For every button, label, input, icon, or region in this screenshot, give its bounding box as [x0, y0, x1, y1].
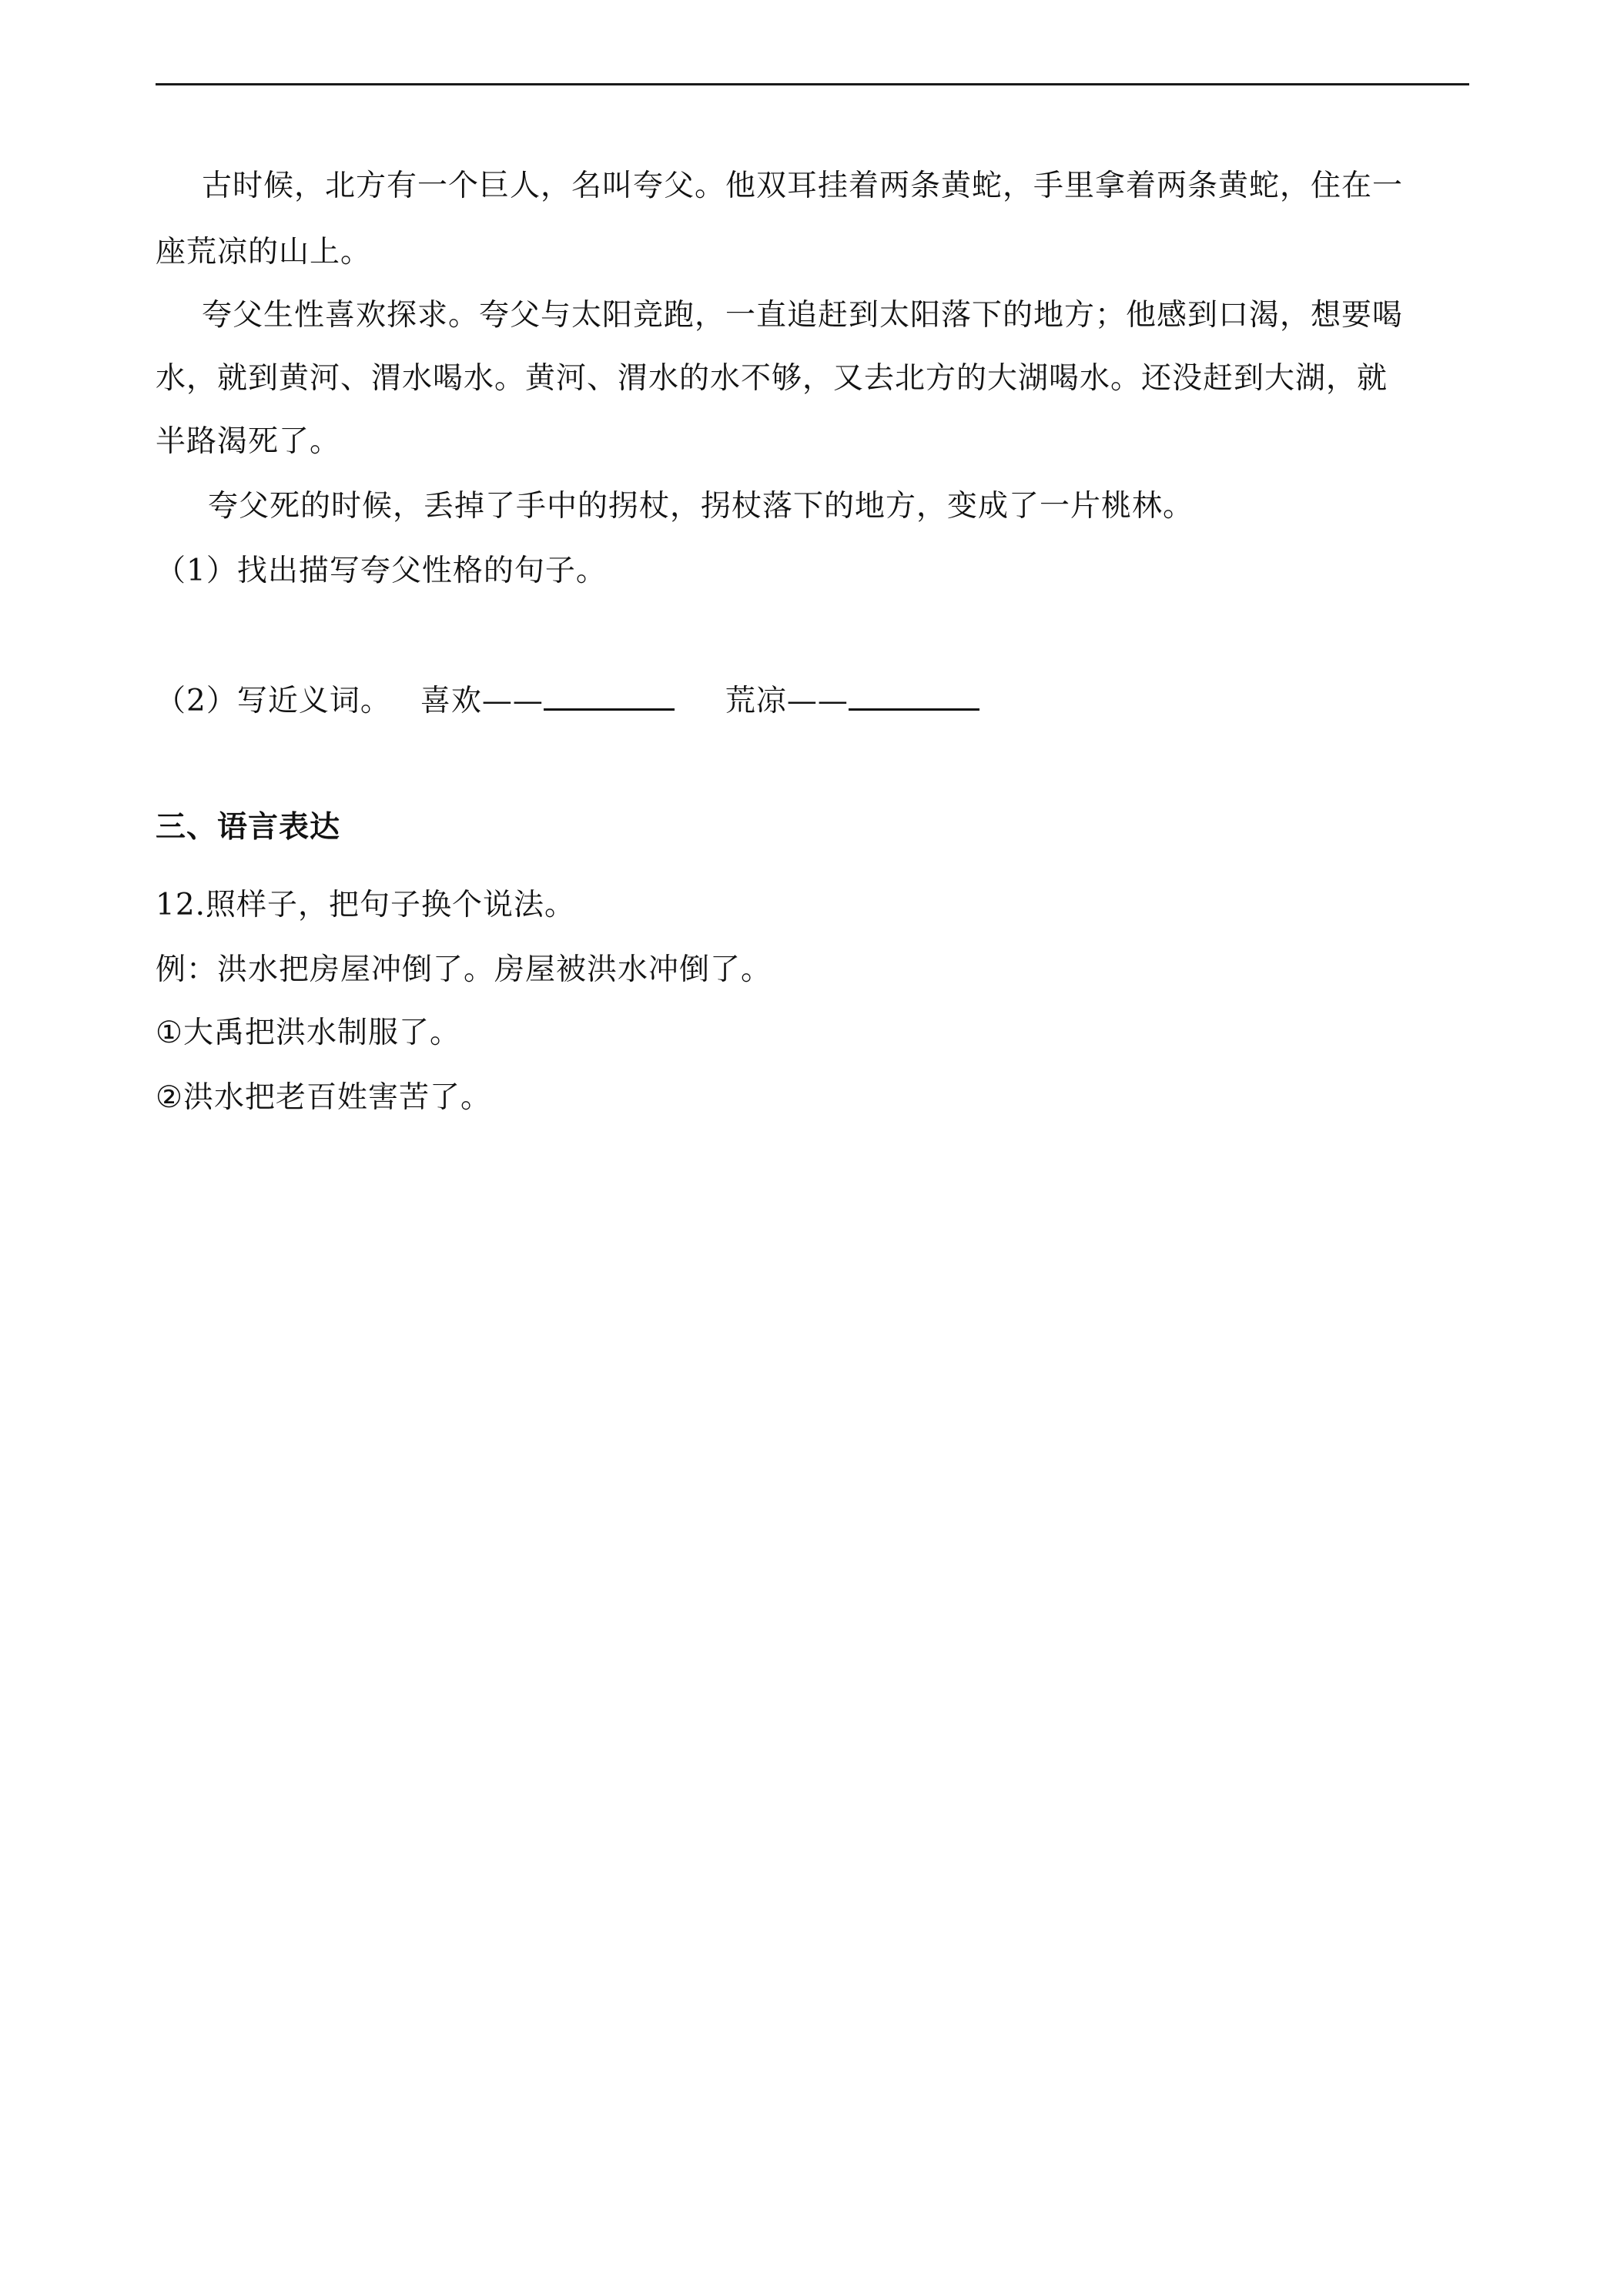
section-3-heading: 三、语言表达: [156, 809, 341, 845]
synonym-answer-blank-1[interactable]: [544, 681, 675, 711]
passage-p1-line1: 古时候，北方有一个巨人，名叫夸父。他双耳挂着两条黄蛇，手里拿着两条黄蛇，住在一: [202, 169, 1404, 203]
item-2-text: 洪水把老百姓害苦了。: [182, 1080, 491, 1115]
item-1-marker: ①: [156, 1016, 183, 1050]
passage-p2-line3: 半路渴死了。: [156, 424, 341, 459]
question-12-example: 例：洪水把房屋冲倒了。房屋被洪水冲倒了。: [156, 952, 772, 987]
question-2: [156, 681, 979, 720]
synonym-word-2: 荒凉——: [725, 684, 849, 718]
synonym-word-1: 喜欢——: [420, 684, 544, 718]
passage-p2-line2: 水，就到黄河、渭水喝水。黄河、渭水的水不够，又去北方的大湖喝水。还没赶到大湖，就: [156, 361, 1388, 396]
header-rule: [156, 83, 1469, 85]
question-12-title: 12.照样子，把句子换个说法。: [156, 888, 576, 922]
passage-p2-line1: 夸父生性喜欢探求。夸父与太阳竞跑，一直追赶到太阳落下的地方；他感到口渴，想要喝: [202, 298, 1404, 333]
question-12-item-2: [156, 1079, 491, 1116]
question-12-item-1: [156, 1015, 460, 1052]
question-1: （1）找出描写夸父性格的句子。: [156, 554, 607, 588]
item-1-text: 大禹把洪水制服了。: [182, 1016, 460, 1050]
passage-p3-line1: 夸父死的时候，丢掉了手中的拐杖，拐杖落下的地方，变成了一片桃林。: [208, 489, 1194, 524]
passage-p1-line2: 座荒凉的山上。: [156, 235, 372, 269]
item-2-marker: ②: [156, 1080, 183, 1115]
question-2-prefix: （2）写近义词。: [156, 684, 391, 718]
synonym-answer-blank-2[interactable]: [849, 681, 979, 711]
